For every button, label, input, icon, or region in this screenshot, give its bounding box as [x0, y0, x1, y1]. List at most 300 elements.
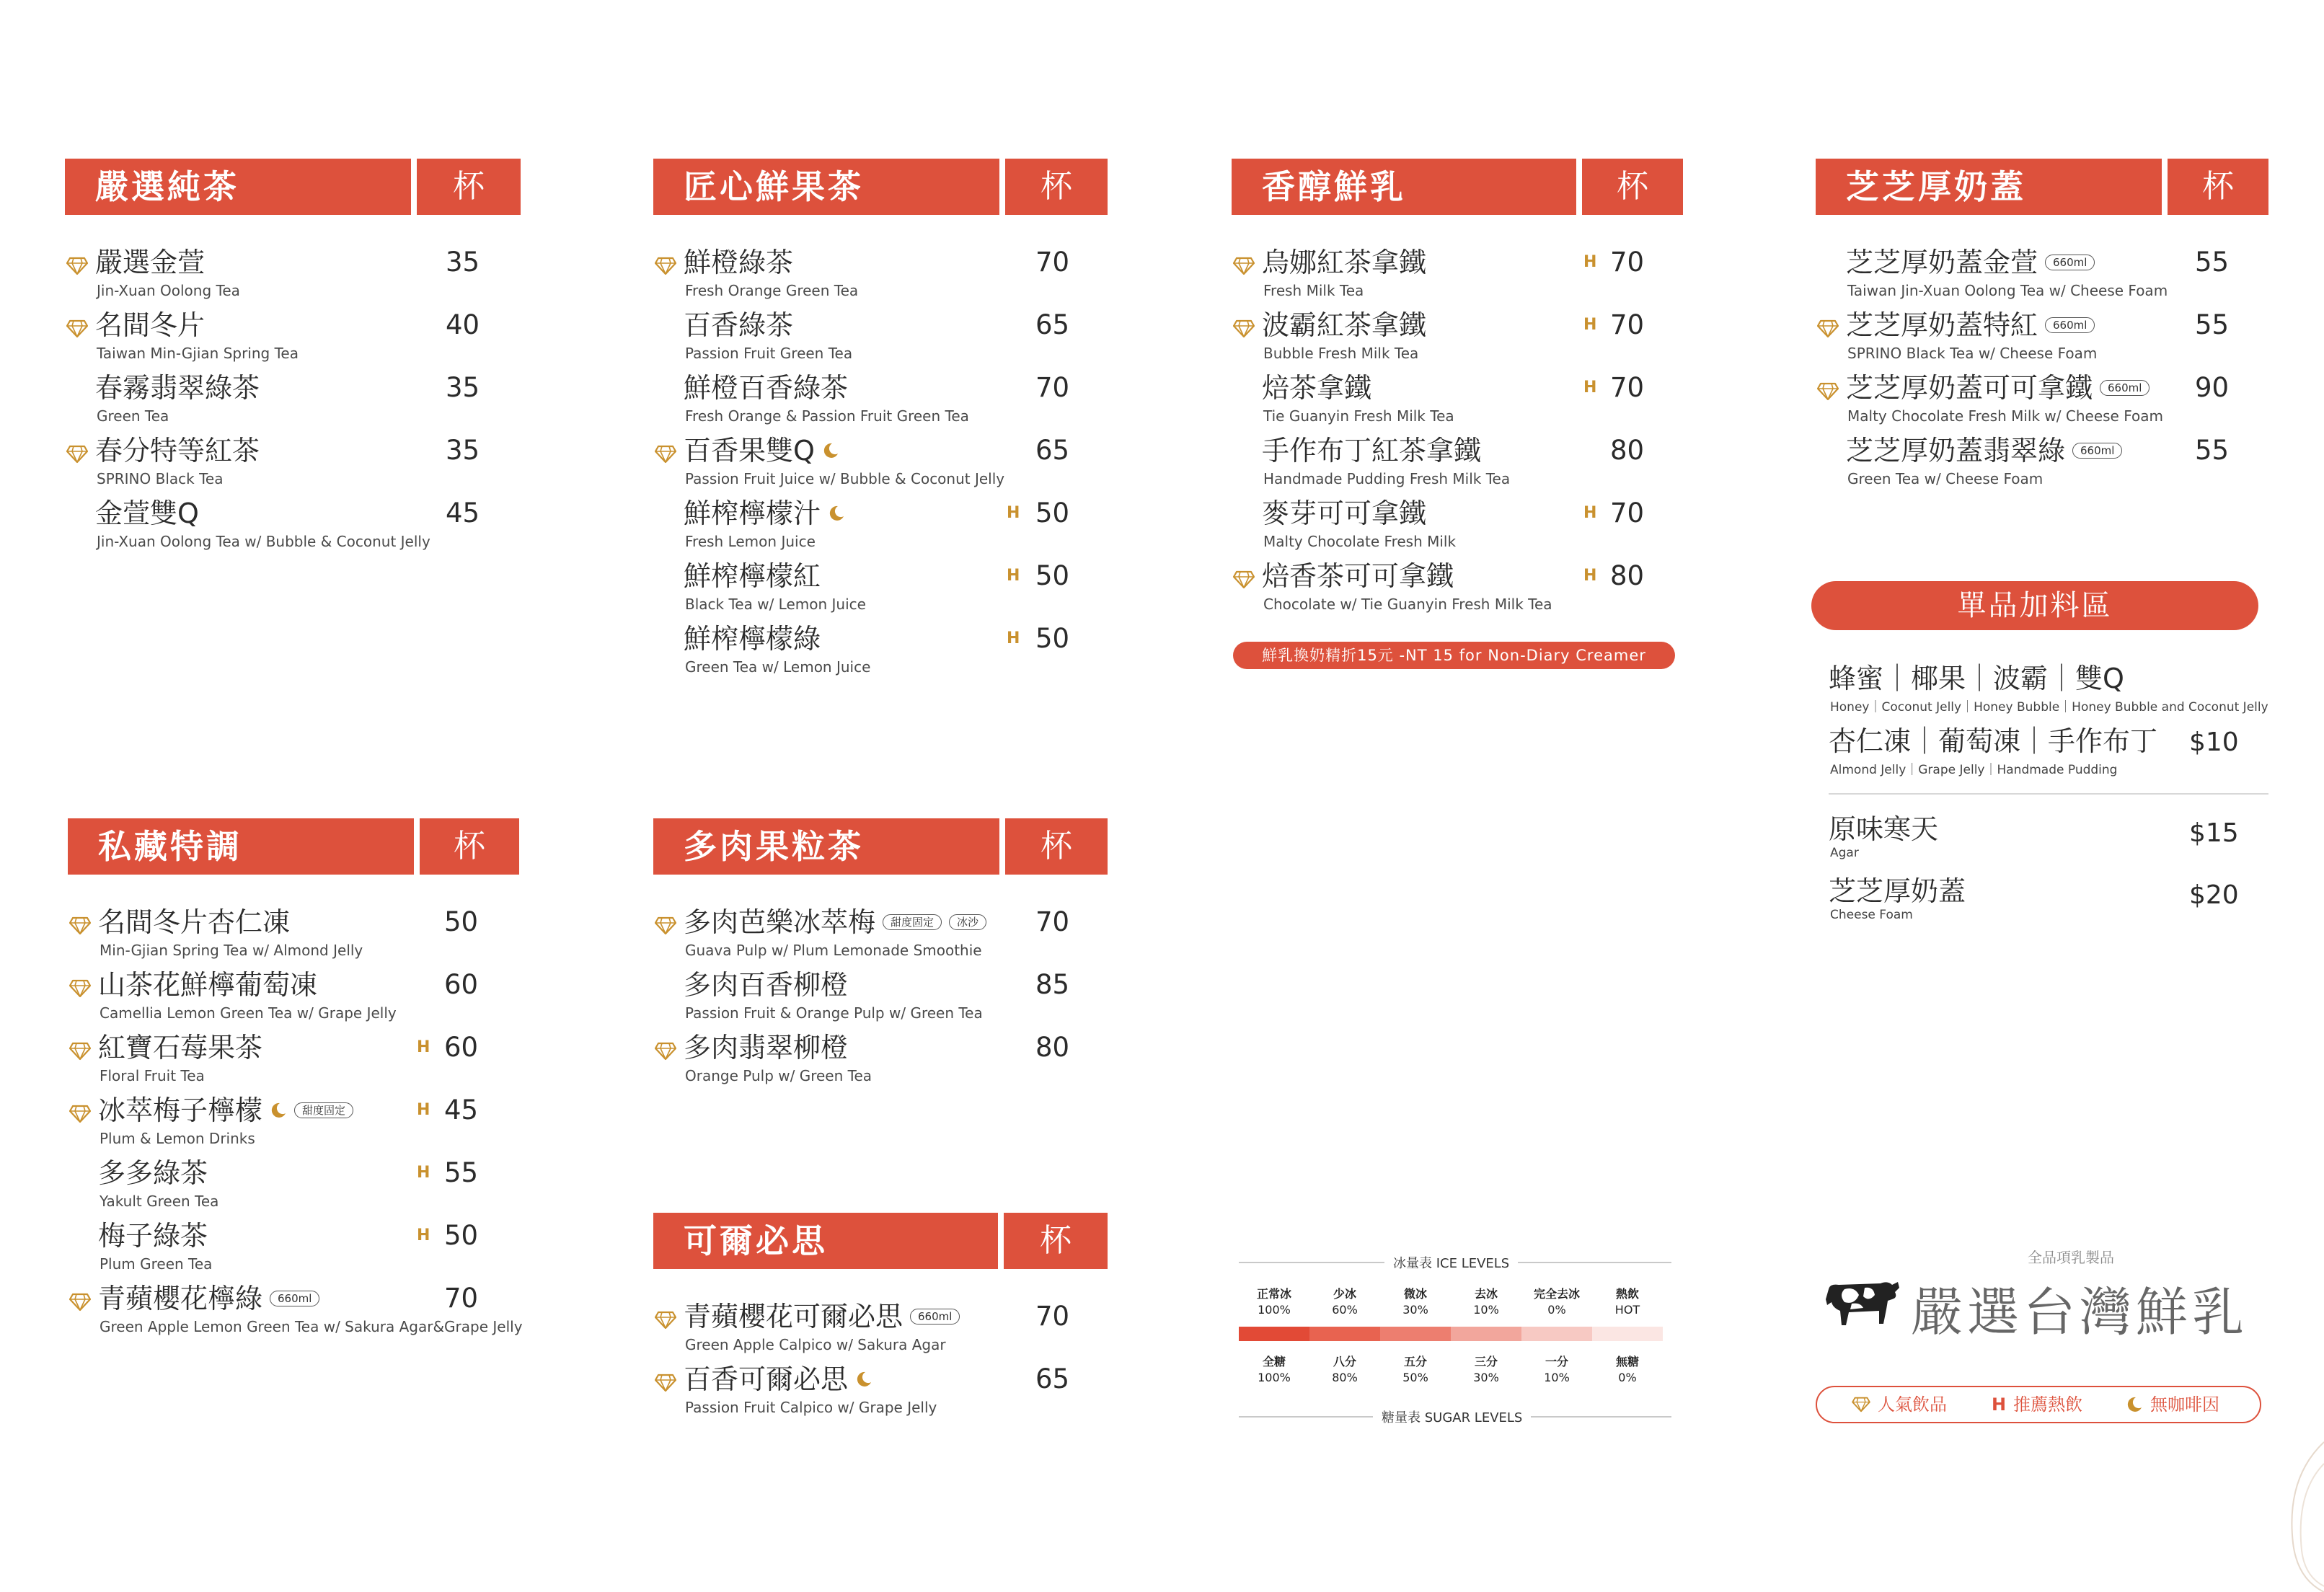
cup-size-label: 杯: [2168, 159, 2268, 215]
addon-row-2-name: 杏仁凍｜葡萄凍｜手作布丁: [1829, 725, 2158, 757]
menu-item: [68, 1092, 575, 1155]
legend-popular: [1852, 1387, 1947, 1422]
menu-item: [653, 557, 1164, 621]
item-price: 50: [444, 906, 479, 937]
item-name: [684, 244, 793, 281]
item-name: [98, 1029, 262, 1066]
moon-icon: [855, 1371, 872, 1388]
section-header: [653, 818, 1164, 875]
item-price: 40: [446, 309, 480, 340]
item-english-name: Green Tea w/ Lemon Juice: [685, 658, 871, 676]
item-tag: 660ml: [2045, 255, 2095, 270]
addon-row-1-name: 蜂蜜｜椰果｜波霸｜雙Q: [1829, 663, 2124, 694]
item-price: 55: [444, 1157, 479, 1188]
item-english-name: Floral Fruit Tea: [100, 1067, 205, 1084]
item-name: [1262, 557, 1454, 595]
hot-mark-icon: H: [1007, 504, 1020, 522]
item-name-text: 嚴選金萱: [95, 247, 206, 278]
item-english-name: Handmade Pudding Fresh Milk Tea: [1263, 470, 1511, 487]
item-price: 55: [2195, 247, 2230, 278]
menu-item: [653, 495, 1164, 558]
moon-icon: [828, 505, 845, 522]
item-tag: 660ml: [910, 1309, 960, 1325]
brand-subtitle: 全品項乳製品: [2028, 1249, 2114, 1266]
ice-level-value: 30%: [1402, 1303, 1428, 1317]
hot-mark-icon: H: [1007, 629, 1020, 647]
menu-item: [1232, 306, 1739, 370]
sugar-level: [1380, 1354, 1451, 1386]
menu-item: [1232, 495, 1739, 558]
gem-icon: [69, 1105, 91, 1123]
item-name-text: 焙茶拿鐵: [1262, 372, 1372, 404]
legend-decaf-label: 無咖啡因: [2150, 1394, 2219, 1415]
sugar-levels-title: 糖量表 SUGAR LEVELS: [1373, 1407, 1531, 1426]
hot-mark-icon: H: [1583, 504, 1597, 522]
item-price: 70: [1610, 498, 1645, 529]
sugar-level: [1592, 1354, 1663, 1386]
item-name: [1846, 244, 2095, 281]
item-english-name: Green Apple Calpico w/ Sakura Agar: [685, 1336, 946, 1353]
addon-row-4-price: $20: [2189, 880, 2239, 910]
hot-mark-icon: H: [417, 1038, 430, 1056]
item-name: [1262, 369, 1371, 407]
item-name-text: 手作布丁紅茶拿鐵: [1262, 435, 1482, 466]
item-english-name: Fresh Milk Tea: [1263, 282, 1364, 299]
section-fruit-pulp: [653, 818, 1164, 1084]
item-english-name: Jin-Xuan Oolong Tea: [97, 282, 240, 299]
menu-item: [653, 966, 1164, 1030]
ice-level: [1592, 1286, 1663, 1318]
section-special: [68, 818, 575, 1335]
item-price: 70: [1035, 906, 1070, 937]
item-price: 65: [1035, 435, 1070, 466]
ice-level-value: HOT: [1614, 1303, 1640, 1317]
menu-item: [653, 1029, 1164, 1092]
menu-item: [65, 369, 577, 433]
section-title: 芝芝厚奶蓋: [1816, 159, 2162, 215]
addon-header: 單品加料區: [1811, 581, 2258, 630]
sugar-level: [1451, 1354, 1521, 1386]
ice-levels-title: 冰量表 ICE LEVELS: [1384, 1253, 1518, 1272]
item-price: 35: [446, 372, 480, 403]
item-price: 60: [444, 969, 479, 1000]
item-english-name: Orange Pulp w/ Green Tea: [685, 1067, 872, 1084]
item-price: 45: [446, 498, 480, 529]
hot-mark-icon: H: [1992, 1394, 2007, 1415]
item-price: 35: [446, 247, 480, 278]
hot-mark-icon: H: [1583, 379, 1597, 397]
gem-icon: [69, 916, 91, 935]
section-calpico: [653, 1213, 1164, 1416]
section-title: 私藏特調: [68, 818, 414, 875]
item-name-text: 芝芝厚奶蓋金萱: [1846, 247, 2038, 278]
section-header: [653, 1213, 1164, 1269]
addon-divider: [1829, 793, 2268, 795]
sugar-level-label: 無糖: [1615, 1355, 1639, 1368]
menu-item: [653, 1298, 1164, 1361]
item-name: [1262, 306, 1426, 344]
menu-item: [1232, 432, 1739, 495]
item-name-text: 名間冬片杏仁凍: [98, 906, 291, 938]
item-english-name: Fresh Orange & Passion Fruit Green Tea: [685, 407, 969, 425]
sugar-level-value: 0%: [1618, 1371, 1637, 1384]
item-name: [98, 966, 317, 1004]
item-english-name: Plum Green Tea: [100, 1255, 213, 1273]
item-name-text: 梅子綠茶: [98, 1220, 208, 1252]
item-name: [684, 966, 848, 1004]
section-header: [68, 818, 575, 875]
item-name: [684, 495, 845, 532]
gem-icon: [69, 1293, 91, 1312]
item-name-text: 青蘋櫻花檸綠: [98, 1283, 263, 1314]
ice-level: [1380, 1286, 1451, 1318]
item-english-name: Black Tea w/ Lemon Juice: [685, 596, 866, 613]
item-name: [684, 903, 986, 941]
item-english-name: Yakult Green Tea: [100, 1193, 219, 1210]
menu-item: [1816, 432, 2324, 495]
item-price: 55: [2195, 435, 2230, 466]
item-name: [1262, 495, 1426, 532]
gem-icon: [69, 979, 91, 998]
item-price: 50: [1035, 498, 1070, 529]
ice-level: [1521, 1286, 1592, 1318]
item-name: [684, 306, 793, 344]
item-name: [95, 306, 205, 344]
item-name-text: 多肉百香柳橙: [684, 969, 849, 1001]
ice-level-label: 熱飲: [1615, 1287, 1639, 1301]
menu-item: [1232, 244, 1739, 307]
hot-mark-icon: H: [417, 1226, 430, 1244]
item-price: 70: [1610, 372, 1645, 403]
item-price: 50: [1035, 560, 1070, 591]
level-bar-segment: [1309, 1327, 1380, 1341]
sugar-level-label: 三分: [1474, 1355, 1498, 1368]
ice-level-value: 0%: [1547, 1303, 1566, 1317]
menu-item: [653, 1361, 1164, 1424]
gem-icon: [66, 257, 88, 275]
item-name: [1846, 369, 2150, 407]
gem-icon: [655, 916, 676, 935]
item-price: 50: [1035, 623, 1070, 654]
item-english-name: Camellia Lemon Green Tea w/ Grape Jelly: [100, 1004, 397, 1022]
item-name-text: 鮮橙百香綠茶: [684, 372, 849, 404]
item-price: 90: [2195, 372, 2230, 403]
menu-item: [1816, 306, 2324, 370]
item-name-text: 芝芝厚奶蓋特紅: [1846, 309, 2038, 341]
item-name-text: 鮮榨檸檬紅: [684, 560, 821, 592]
moon-icon: [822, 442, 839, 459]
item-name: [684, 1298, 960, 1335]
ice-level-value: 60%: [1332, 1303, 1358, 1317]
item-name-text: 烏娜紅茶拿鐵: [1262, 247, 1427, 278]
item-name-text: 春分特等紅茶: [95, 435, 260, 466]
ice-level: [1309, 1286, 1380, 1318]
section-pure-tea: [65, 159, 577, 550]
item-name: [684, 432, 839, 469]
cup-size-label: 杯: [420, 818, 519, 875]
item-price: 35: [446, 435, 480, 466]
hot-mark-icon: H: [1583, 316, 1597, 334]
section-title: 可爾必思: [653, 1213, 998, 1269]
ice-level: [1239, 1286, 1309, 1318]
sugar-level-value: 50%: [1402, 1371, 1428, 1384]
gem-icon: [1233, 570, 1255, 589]
item-name-text: 芝芝厚奶蓋翡翠綠: [1846, 435, 2066, 466]
item-name-text: 焙香茶可可拿鐵: [1262, 560, 1454, 592]
item-english-name: Passion Fruit Juice w/ Bubble & Coconut Jelly: [685, 470, 1005, 487]
menu-item: [65, 432, 577, 495]
item-english-name: SPRINO Black Tea w/ Cheese Foam: [1847, 345, 2098, 362]
addon-row-4-name: 芝芝厚奶蓋: [1829, 875, 1966, 907]
sugar-level: [1239, 1354, 1309, 1386]
section-header: [65, 159, 577, 215]
ice-level-label: 微冰: [1403, 1287, 1427, 1301]
ice-level-value: 100%: [1258, 1303, 1291, 1317]
item-name: [1846, 306, 2095, 344]
cup-size-label: 杯: [417, 159, 521, 215]
menu-item: [1816, 369, 2324, 433]
menu-item: [653, 244, 1164, 307]
creamer-notice: 鮮乳換奶精折15元 -NT 15 for Non-Diary Creamer: [1233, 642, 1675, 669]
ice-level: [1451, 1286, 1521, 1318]
level-bar-segment: [1239, 1327, 1309, 1341]
legend-decaf: [2126, 1387, 2219, 1422]
item-price: 70: [1035, 1301, 1070, 1332]
brand-block: [1817, 1242, 2264, 1343]
gem-icon: [655, 1374, 676, 1392]
gem-icon: [655, 1042, 676, 1061]
item-name: [98, 903, 290, 941]
brand-title: 嚴選台灣鮮乳: [1911, 1282, 2249, 1343]
sugar-level-value: 30%: [1473, 1371, 1499, 1384]
item-english-name: Passion Fruit Calpico w/ Grape Jelly: [685, 1399, 937, 1416]
item-tag: 660ml: [2072, 443, 2122, 459]
item-english-name: Taiwan Min-Gjian Spring Tea: [97, 345, 299, 362]
item-name: [684, 620, 821, 658]
item-price: 85: [1035, 969, 1070, 1000]
addon-row-2-price: $10: [2189, 728, 2239, 757]
item-english-name: Taiwan Jin-Xuan Oolong Tea w/ Cheese Foam: [1847, 282, 2168, 299]
item-name-text: 金萱雙Q: [95, 498, 199, 529]
menu-item: [68, 1154, 575, 1218]
cup-size-label: 杯: [1005, 818, 1108, 875]
item-price: 80: [1610, 435, 1645, 466]
menu-item: [1816, 244, 2324, 307]
section-fresh-milk: [1232, 159, 1739, 613]
addon-row-4-en: Cheese Foam: [1830, 908, 1913, 922]
item-name: [95, 244, 205, 281]
item-price: 50: [444, 1220, 479, 1251]
item-name-text: 多肉翡翠柳橙: [684, 1032, 849, 1063]
addon-row-2-en: Almond Jelly｜Grape Jelly｜Handmade Pudding: [1830, 763, 2118, 777]
item-price: 55: [2195, 309, 2230, 340]
section-header: [1232, 159, 1739, 215]
item-name-text: 鮮榨檸檬汁: [684, 498, 821, 529]
gem-icon: [1817, 319, 1839, 338]
item-english-name: SPRINO Black Tea: [97, 470, 224, 487]
item-name: [684, 1361, 872, 1398]
menu-item: [653, 903, 1164, 967]
level-bar-segment: [1451, 1327, 1521, 1341]
item-english-name: Passion Fruit & Orange Pulp w/ Green Tea: [685, 1004, 983, 1022]
menu-item: [65, 244, 577, 307]
item-price: 70: [1610, 309, 1645, 340]
item-name-text: 麥芽可可拿鐵: [1262, 498, 1427, 529]
gem-icon: [1233, 257, 1255, 275]
ice-level-value: 10%: [1473, 1303, 1499, 1317]
legend-popular-label: 人氣飲品: [1878, 1394, 1947, 1415]
item-name: [684, 1029, 848, 1066]
item-name-text: 百香果雙Q: [684, 435, 815, 466]
item-name: [95, 369, 260, 407]
item-name: [98, 1154, 208, 1192]
sugar-level-value: 10%: [1544, 1371, 1570, 1384]
legend-hot-label: 推薦熱飲: [2013, 1394, 2083, 1415]
item-price: 65: [1035, 309, 1070, 340]
item-english-name: Chocolate w/ Tie Guanyin Fresh Milk Tea: [1263, 596, 1552, 613]
cup-size-label: 杯: [1005, 159, 1108, 215]
item-name: [95, 432, 260, 469]
item-name-text: 百香可爾必思: [684, 1363, 849, 1395]
menu-item: [653, 620, 1164, 684]
gem-icon: [655, 445, 676, 464]
cup-size-label: 杯: [1004, 1213, 1108, 1269]
section-fruit-tea: [653, 159, 1164, 676]
gem-icon: [655, 1311, 676, 1330]
item-tag: 甜度固定: [883, 914, 942, 930]
item-name-text: 名間冬片: [95, 309, 206, 341]
sugar-level: [1521, 1354, 1592, 1386]
hot-mark-icon: H: [417, 1164, 430, 1182]
addon-row-1-en: Honey｜Coconut Jelly｜Honey Bubble｜Honey Bubble and Coconut Jelly: [1830, 700, 2268, 715]
section-title: 嚴選純茶: [65, 159, 411, 215]
menu-item: [65, 306, 577, 370]
item-tag: 660ml: [2100, 380, 2150, 396]
item-english-name: Green Tea: [97, 407, 169, 425]
item-name-text: 春霧翡翠綠茶: [95, 372, 260, 404]
item-english-name: Jin-Xuan Oolong Tea w/ Bubble & Coconut Jelly: [97, 533, 430, 550]
item-name-text: 紅寶石莓果茶: [98, 1032, 263, 1063]
moon-icon: [270, 1102, 287, 1119]
item-english-name: Tie Guanyin Fresh Milk Tea: [1263, 407, 1454, 425]
ice-level-label: 少冰: [1333, 1287, 1356, 1301]
item-english-name: Green Apple Lemon Green Tea w/ Sakura Agar&Grape Jelly: [100, 1318, 523, 1335]
level-bar-segment: [1380, 1327, 1451, 1341]
sugar-level-label: 一分: [1545, 1355, 1568, 1368]
icon-legend: [1816, 1386, 2261, 1423]
sugar-level: [1309, 1354, 1380, 1386]
item-english-name: Passion Fruit Green Tea: [685, 345, 853, 362]
item-name: [684, 557, 821, 595]
section-title: 香醇鮮乳: [1232, 159, 1576, 215]
hot-mark-icon: H: [417, 1101, 430, 1119]
item-price: 70: [444, 1283, 479, 1314]
menu-item: [68, 966, 575, 1030]
item-name-text: 芝芝厚奶蓋可可拿鐵: [1846, 372, 2093, 404]
item-english-name: Fresh Lemon Juice: [685, 533, 816, 550]
item-name-text: 冰萃梅子檸檬: [98, 1094, 263, 1126]
gem-icon: [1233, 319, 1255, 338]
gem-icon: [66, 319, 88, 338]
level-bar-segment: [1592, 1327, 1663, 1341]
item-price: 70: [1610, 247, 1645, 278]
item-english-name: Malty Chocolate Fresh Milk w/ Cheese Foam: [1847, 407, 2163, 425]
item-tag-2: 冰沙: [949, 914, 986, 930]
item-english-name: Min-Gjian Spring Tea w/ Almond Jelly: [100, 942, 363, 959]
corner-swirl-decoration: [2271, 1435, 2324, 1592]
hot-mark-icon: H: [1583, 253, 1597, 271]
section-cheese-foam: [1816, 159, 2324, 487]
sugar-level-label: 全糖: [1262, 1355, 1286, 1368]
item-name: [684, 369, 848, 407]
cow-icon: [1823, 1273, 1902, 1331]
menu-item: [1232, 557, 1739, 621]
item-name: [1262, 432, 1481, 469]
item-name-text: 多肉芭樂冰萃梅: [684, 906, 876, 938]
ice-level-label: 去冰: [1474, 1287, 1498, 1301]
item-name-text: 百香綠茶: [684, 309, 794, 341]
menu-item: [68, 903, 575, 967]
item-name: [98, 1217, 208, 1255]
item-name-text: 青蘋櫻花可爾必思: [684, 1301, 903, 1332]
ice-level-label: 正常冰: [1256, 1287, 1291, 1301]
item-price: 60: [444, 1032, 479, 1063]
sugar-level-value: 80%: [1332, 1371, 1358, 1384]
item-name-text: 鮮榨檸檬綠: [684, 623, 821, 655]
legend-hot: [1992, 1387, 2082, 1422]
item-name: [1262, 244, 1426, 281]
item-english-name: Green Tea w/ Cheese Foam: [1847, 470, 2044, 487]
menu-item: [653, 432, 1164, 495]
cup-size-label: 杯: [1582, 159, 1683, 215]
menu-item: [653, 369, 1164, 433]
item-tag: 甜度固定: [294, 1102, 353, 1118]
menu-item: [68, 1280, 575, 1343]
item-price: 45: [444, 1094, 479, 1126]
item-name-text: 山茶花鮮檸葡萄凍: [98, 969, 318, 1001]
ice-level-label: 完全去冰: [1533, 1287, 1580, 1301]
item-tag: 660ml: [2045, 317, 2095, 333]
menu-item: [65, 495, 577, 558]
item-english-name: Malty Chocolate Fresh Milk: [1263, 533, 1457, 550]
addon-row-3-name: 原味寒天: [1829, 813, 1939, 845]
menu-item: [68, 1217, 575, 1281]
gem-icon: [1817, 382, 1839, 401]
gem-icon: [69, 1042, 91, 1061]
sugar-level-value: 100%: [1258, 1371, 1291, 1384]
item-english-name: Fresh Orange Green Tea: [685, 282, 859, 299]
section-header: [653, 159, 1164, 215]
section-header: [1816, 159, 2324, 215]
item-name: [95, 495, 199, 532]
section-title: 多肉果粒茶: [653, 818, 999, 875]
sugar-level-label: 八分: [1333, 1355, 1356, 1368]
item-english-name: Plum & Lemon Drinks: [100, 1130, 255, 1147]
gem-icon: [655, 257, 676, 275]
item-name-text: 鮮橙綠茶: [684, 247, 794, 278]
item-name: [1846, 432, 2122, 469]
item-price: 70: [1035, 372, 1070, 403]
item-english-name: Guava Pulp w/ Plum Lemonade Smoothie: [685, 942, 982, 959]
menu-item: [653, 306, 1164, 370]
addon-row-3-en: Agar: [1830, 846, 1859, 860]
moon-icon: [2126, 1396, 2143, 1413]
level-bar-segment: [1521, 1327, 1592, 1341]
section-title: 匠心鮮果茶: [653, 159, 999, 215]
gem-icon: [1852, 1397, 1870, 1412]
hot-mark-icon: H: [1583, 567, 1597, 585]
item-name-text: 波霸紅茶拿鐵: [1262, 309, 1427, 341]
